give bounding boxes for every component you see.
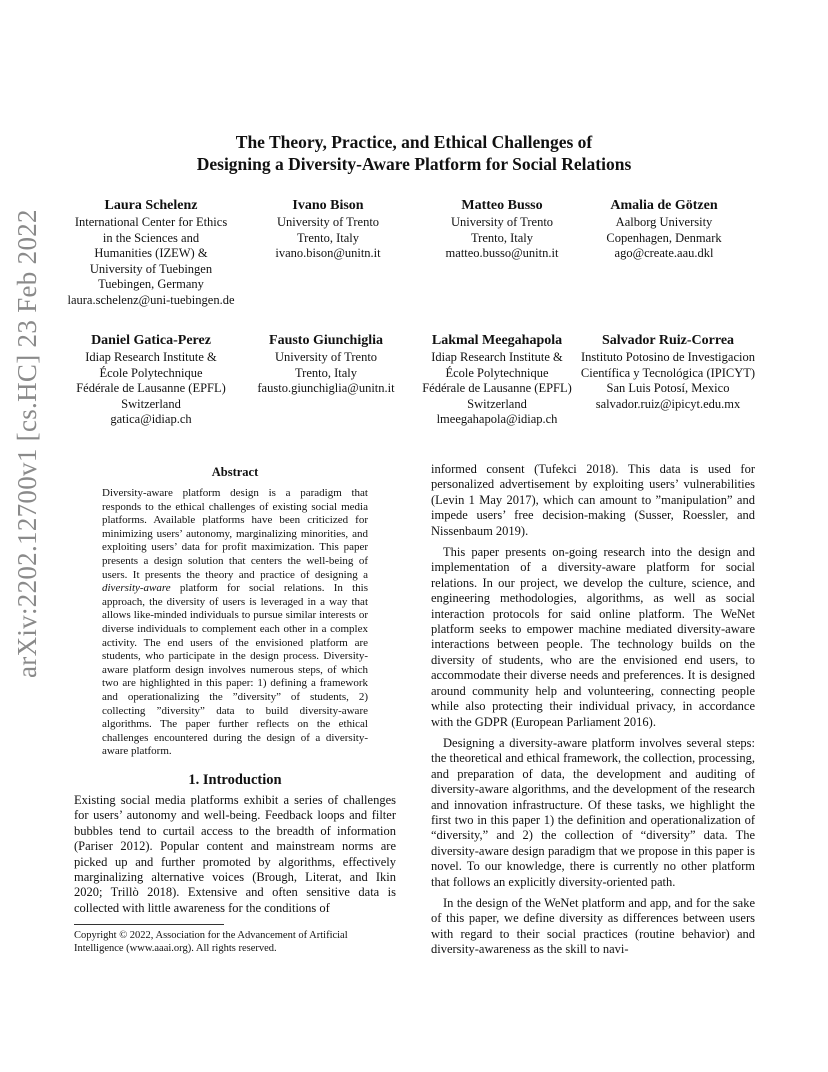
author-affiliation: San Luis Potosí, Mexico: [606, 381, 730, 395]
abstract-heading: Abstract: [211, 465, 259, 479]
author-affiliation: Fédérale de Lausanne (EPFL): [76, 381, 226, 395]
author-affiliation: Switzerland: [467, 396, 527, 411]
arxiv-identifier: arXiv:2202.12700v1 [cs.HC] 23 Feb 2022: [12, 209, 42, 678]
body-paragraph: Designing a diversity-aware platform involves several steps: the theoretical and ethical framework, the collection, processing, and preparation of data, the development and auditing of diversity-aware algorithms, and the development of the research and innovation infrastructure. Of these tasks, we highlight the first two in this paper 1) the definition and operationalization of “diversity,” and 2) the collection of “diversity” data. The diversity-aware design paradigm that we propose in this paper is novel. To our knowledge, there is currently no other platform that follows an explicitly diversity-oriented path.: [431, 735, 755, 889]
author-affiliation: International Center for Ethics: [74, 215, 228, 229]
author-affiliation: Idiap Research Institute &: [85, 350, 217, 364]
author-affiliation: in the Sciences and: [102, 230, 200, 245]
abstract-text: Diversity-aware platform design is a paradigm that responds to the ethical challenges of existing social media platforms. Available platforms have been criticized for minimizing users’ autonomy, marginalizing minorities, and exploiting users’ data for profit maximization. This paper presents a design solution that centers the well-being of users. It presents the theory and practice of designing a: [102, 487, 368, 581]
author-block: [586, 196, 742, 262]
author-name: Amalia de Götzen: [610, 198, 718, 213]
author-block: [58, 196, 244, 308]
author-email: salvador.ruiz@ipicyt.edu.mx: [595, 396, 741, 411]
author-name: Daniel Gatica-Perez: [91, 333, 211, 348]
author-block: [414, 331, 580, 428]
abstract-text: platform for social relations. In this approach, the diversity of users is leveraged in a way that allows like-minded individuals to pursue similar interests or diverse individuals to complement each other in a complex activity. The end users of the envisioned platform are students, who participate in the design process. Diversity-aware platform design involves numerous steps, of which two are highlighted in this paper: 1) defining a framework and operationalizing the ”diversity” of students, 2) collecting ”diversity” data to build diversity-aware algorithms. The paper further reflects on the ethical challenges encountered during the design of a diversity-aware platform.: [102, 582, 368, 758]
author-name: Lakmal Meegahapola: [431, 333, 563, 348]
title-line-1: The Theory, Practice, and Ethical Challenges of: [235, 132, 593, 152]
author-affiliation: Fédérale de Lausanne (EPFL): [422, 381, 572, 395]
right-column: [431, 462, 755, 964]
author-affiliation: Tuebingen, Germany: [98, 277, 204, 291]
left-column: [74, 464, 396, 955]
author-affiliation: Trento, Italy: [470, 230, 534, 245]
author-email: matteo.busso@unitn.it: [445, 246, 559, 260]
author-email: lmeegahapola@idiap.ch: [436, 412, 558, 426]
author-affiliation: University of Trento: [450, 215, 554, 229]
author-affiliation: University of Tuebingen: [89, 261, 213, 276]
copyright-footnote: Copyright © 2022, Association for the Advancement of Artificial Intelligence (www.aaai.org). All rights reserved.: [74, 930, 348, 955]
author-block: [424, 196, 580, 262]
author-email: laura.schelenz@uni-tuebingen.de: [67, 292, 235, 307]
author-name: Laura Schelenz: [104, 198, 198, 213]
author-block: [250, 196, 406, 262]
author-block: [244, 331, 408, 397]
author-name: Fausto Giunchiglia: [269, 333, 383, 348]
author-affiliation: Trento, Italy: [296, 230, 360, 245]
author-email: fausto.giunchiglia@unitn.it: [257, 381, 395, 395]
author-block: [580, 331, 756, 412]
author-affiliation: Idiap Research Institute &: [431, 350, 563, 364]
author-affiliation: Switzerland: [121, 396, 181, 411]
author-name: Matteo Busso: [461, 198, 543, 213]
author-affiliation: Científica y Tecnológica (IPICYT): [580, 365, 756, 380]
author-affiliation: University of Trento: [274, 350, 378, 364]
author-block: [58, 331, 244, 428]
footnote-divider: [74, 924, 224, 925]
author-affiliation: Copenhagen, Denmark: [606, 230, 722, 245]
abstract-emphasis: diversity-aware: [102, 582, 171, 595]
author-affiliation: École Polytechnique: [99, 365, 203, 380]
body-paragraph: In the design of the WeNet platform and app, and for the sake of this paper, we define diversity as differences between users with regard to their social practices (routine behavior) and diversity-awareness as the skill to navi-: [431, 895, 755, 957]
author-affiliation: École Polytechnique: [445, 365, 549, 380]
title-line-2: Designing a Diversity-Aware Platform for Social Relations: [196, 154, 632, 174]
paper-title: [74, 131, 754, 175]
author-affiliation: Instituto Potosino de Investigacion: [581, 350, 755, 364]
abstract-body: [102, 487, 368, 759]
intro-paragraph: Existing social media platforms exhibit a series of challenges for users’ autonomy and well-being. Feedback loops and filter bubbles tend to curtail access to the breadth of information (Pariser 2012). Popular content and mainstream norms are picked up and further promoted by algorithms, effectively marginalizing alternative voices (Brough, Literat, and Ikin 2020; Trillò 2018). Extensive and often sensitive data is collected with little awareness for the conditions of: [74, 792, 396, 915]
author-affiliation: Humanities (IZEW) &: [94, 246, 208, 260]
author-email: ivano.bison@unitn.it: [275, 246, 381, 260]
author-affiliation: Aalborg University: [615, 215, 713, 229]
body-paragraph: This paper presents on-going research into the design and implementation of a diversity-aware platform for social relations. In our project, we develop the culture, science, and engineering methodologies, algorithms, as well as social interaction protocols for said online platform. The WeNet platform seeks to empower machine mediated diversity-aware interactions between people. The technology builds on the diversity of students, who are the envisioned end users, to accommodate their diverse needs and preferences. It is designed around community help and volunteering, connecting people while also protecting their individual privacy, in accordance with the GDPR (European Parliament 2016).: [431, 545, 755, 729]
author-name: Ivano Bison: [292, 198, 364, 213]
body-paragraph: informed consent (Tufekci 2018). This data is used for personalized advertisement by exploiting users’ vulnerabilities (Levin 1 May 2017), which can amount to ”manipulation” and impede users’ free decision-making (Susser, Roessler, and Nissenbaum 2019).: [431, 462, 755, 538]
author-affiliation: Trento, Italy: [294, 365, 358, 380]
author-email: ago@create.aau.dkl: [614, 246, 714, 260]
author-affiliation: University of Trento: [276, 215, 380, 229]
author-name: Salvador Ruiz-Correa: [601, 333, 735, 348]
author-email: gatica@idiap.ch: [110, 412, 192, 426]
section-heading-introduction: 1. Introduction: [188, 771, 282, 788]
